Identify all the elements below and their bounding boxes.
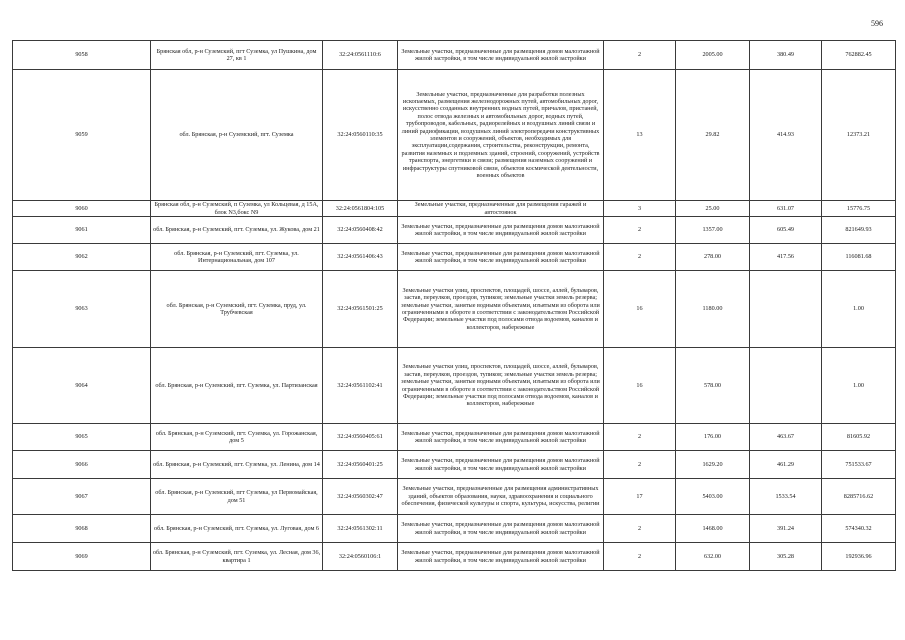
row-group: 2 xyxy=(604,217,676,244)
row-group: 17 xyxy=(604,479,676,515)
row-rate xyxy=(750,271,822,348)
row-group: 2 xyxy=(604,515,676,543)
row-area: 1468.00 xyxy=(676,515,750,543)
row-address: обл. Брянская, р-н Суземский, пгт. Суземка xyxy=(151,70,323,201)
table-row xyxy=(13,70,896,201)
row-cadastral-number: 32:24:0561501:25 xyxy=(323,271,398,348)
row-number: 9069 xyxy=(13,543,151,571)
row-cadastral-value: 81605.92 xyxy=(822,424,896,451)
row-address: обл. Брянская, р-н Суземский, пгт. Суземка, ул. Жукова, дом 21 xyxy=(151,217,323,244)
row-address: обл. Брянская, р-н Суземский, пгт. Суземка, ул. Горожанская, дом 5 xyxy=(151,424,323,451)
row-address: обл. Брянская, р-н Суземский, пгт. Суземка, пруд, ул. Трубчевская xyxy=(151,271,323,348)
row-area: 176.00 xyxy=(676,424,750,451)
row-cadastral-value: 8285716.62 xyxy=(822,479,896,515)
row-cadastral-value: 15776.75 xyxy=(822,201,896,217)
row-cadastral-number: 32:24:0561804:105 xyxy=(323,201,398,217)
row-address: обл. Брянская, р-н Суземский, пгт. Суземка, ул. Ленина, дом 14 xyxy=(151,451,323,479)
row-group: 3 xyxy=(604,201,676,217)
row-area: 25.00 xyxy=(676,201,750,217)
row-number: 9068 xyxy=(13,515,151,543)
row-number: 9067 xyxy=(13,479,151,515)
row-cadastral-number: 32:24:0560401:25 xyxy=(323,451,398,479)
row-rate xyxy=(750,348,822,424)
row-number: 9059 xyxy=(13,70,151,201)
row-rate: 391.24 xyxy=(750,515,822,543)
row-number: 9065 xyxy=(13,424,151,451)
table-row xyxy=(13,348,896,424)
row-land-use: Земельные участки, предназначенные для размещения домов малоэтажной жилой застройки, в том числе индивидуальной жилой застройки xyxy=(398,424,604,451)
row-area: 1180.00 xyxy=(676,271,750,348)
row-cadastral-value: 116081.68 xyxy=(822,244,896,271)
table-row xyxy=(13,201,896,217)
row-cadastral-value: 574340.32 xyxy=(822,515,896,543)
row-cadastral-number: 32:24:0560408:42 xyxy=(323,217,398,244)
table-row xyxy=(13,451,896,479)
row-cadastral-number: 32:24:0560110:35 xyxy=(323,70,398,201)
row-land-use: Земельные участки, предназначенные для размещения административных зданий, объектов образования, науки, здравоохранения и социального обеспечения, физической культуры и спорта, культуры, искусства, религии xyxy=(398,479,604,515)
row-area: 1357.00 xyxy=(676,217,750,244)
row-number: 9062 xyxy=(13,244,151,271)
row-rate: 414.93 xyxy=(750,70,822,201)
row-number: 9060 xyxy=(13,201,151,217)
row-area: 1629.20 xyxy=(676,451,750,479)
row-area: 278.00 xyxy=(676,244,750,271)
row-cadastral-value: 12373.21 xyxy=(822,70,896,201)
row-cadastral-number: 32:24:0561110:6 xyxy=(323,41,398,70)
row-cadastral-value: 192936.96 xyxy=(822,543,896,571)
row-group: 2 xyxy=(604,244,676,271)
row-address: обл. Брянская, р-н Суземский, пгт Суземка, ул Первомайская, дом 51 xyxy=(151,479,323,515)
row-group: 2 xyxy=(604,424,676,451)
row-cadastral-value: 762882.45 xyxy=(822,41,896,70)
row-cadastral-value: 1.00 xyxy=(822,348,896,424)
row-rate: 605.49 xyxy=(750,217,822,244)
row-cadastral-number: 32:24:0561406:43 xyxy=(323,244,398,271)
row-cadastral-number: 32:24:0560302:47 xyxy=(323,479,398,515)
row-address: обл. Брянская, р-н Суземский, пгт. Суземка, ул. Партизанская xyxy=(151,348,323,424)
table-row xyxy=(13,515,896,543)
row-rate: 380.49 xyxy=(750,41,822,70)
row-rate: 631.07 xyxy=(750,201,822,217)
row-number: 9064 xyxy=(13,348,151,424)
row-land-use: Земельные участки улиц, проспектов, площадей, шоссе, аллей, бульваров, застав, переулков, проездов, тупиков; земельные участки земель резерва; земельные участки, занятые водными объектами, изъятыми из оборота или ограниченными в обороте в соответствии с законодательством Российской Федерации; земельные участки под полосами отвода водоемов, каналов и коллекторов, набережные xyxy=(398,348,604,424)
table-row xyxy=(13,424,896,451)
row-address: Брянская обл, р-н Суземский, п Суземка, ул Кольцевая, д 15А, блок N3,бокс N9 xyxy=(151,201,323,217)
row-cadastral-number: 32:24:0561102:41 xyxy=(323,348,398,424)
table-row xyxy=(13,217,896,244)
row-area: 29.82 xyxy=(676,70,750,201)
row-cadastral-value: 1.00 xyxy=(822,271,896,348)
row-group: 13 xyxy=(604,70,676,201)
table-row xyxy=(13,271,896,348)
row-area: 578.00 xyxy=(676,348,750,424)
table-row xyxy=(13,41,896,70)
row-land-use: Земельные участки, предназначенные для размещения домов малоэтажной жилой застройки, в том числе индивидуальной жилой застройки xyxy=(398,543,604,571)
row-rate: 417.56 xyxy=(750,244,822,271)
row-number: 9066 xyxy=(13,451,151,479)
row-area: 2005.00 xyxy=(676,41,750,70)
cadastral-value-table xyxy=(12,40,896,571)
row-group: 16 xyxy=(604,348,676,424)
row-address: обл. Брянская, р-н Суземский, пгт. Суземка, ул. Лесная, дом 36, квартира 1 xyxy=(151,543,323,571)
row-rate: 461.29 xyxy=(750,451,822,479)
row-cadastral-number: 32:24:0560106:1 xyxy=(323,543,398,571)
row-rate: 1533.54 xyxy=(750,479,822,515)
table-row xyxy=(13,543,896,571)
row-land-use: Земельные участки, предназначенные для размещения домов малоэтажной жилой застройки, в том числе индивидуальной жилой застройки xyxy=(398,515,604,543)
row-number: 9058 xyxy=(13,41,151,70)
row-rate: 463.67 xyxy=(750,424,822,451)
row-area: 5403.00 xyxy=(676,479,750,515)
row-number: 9063 xyxy=(13,271,151,348)
row-address: обл. Брянская, р-н Суземский, пгт. Суземка, ул. Луговая, дом 6 xyxy=(151,515,323,543)
row-rate: 305.28 xyxy=(750,543,822,571)
row-cadastral-number: 32:24:0561302:11 xyxy=(323,515,398,543)
row-cadastral-number: 32:24:0560405:61 xyxy=(323,424,398,451)
row-land-use: Земельные участки, предназначенные для размещения домов малоэтажной жилой застройки, в том числе индивидуальной жилой застройки xyxy=(398,41,604,70)
row-group: 2 xyxy=(604,451,676,479)
row-land-use: Земельные участки, предназначенные для размещения домов малоэтажной жилой застройки, в том числе индивидуальной жилой застройки xyxy=(398,244,604,271)
row-group: 2 xyxy=(604,41,676,70)
row-land-use: Земельные участки, предназначенные для размещения гаражей и автостоянок xyxy=(398,201,604,217)
row-number: 9061 xyxy=(13,217,151,244)
row-group: 2 xyxy=(604,543,676,571)
row-address: Брянская обл, р-н Суземский, пгт Суземка, ул Пушкина, дом 27, кв 1 xyxy=(151,41,323,70)
table-row xyxy=(13,479,896,515)
row-land-use: Земельные участки улиц, проспектов, площадей, шоссе, аллей, бульваров, застав, переулков, проездов, тупиков; земельные участки земель резерва; земельные участки, занятые водными объектами, изъятыми из оборота или ограниченными в обороте в соответствии с законодательством Российской Федерации; земельные участки под полосами отвода водоемов, каналов и коллекторов, набережные xyxy=(398,271,604,348)
row-land-use: Земельные участки, предназначенные для разработки полезных ископаемых, размещения железнодорожных путей, автомобильных дорог, искусственно созданных внутренних водных путей, причалов, пристаней, полос отвода железных и автомобильных дорог, водных путей, трубопроводов, кабельных, радиорелейных и воздушных линий связи и линий радиофикации, воздушных линий электропередачи конструктивных элементов и сооружений, объектов, необходимых для эксплуатации,содержания, строительства, реконструкции, ремонта, развития наземных и подземных зданий, строений, сооружений, устройств транспорта, энергетики и связи; размещения наземных сооружений и инфраструктуры спутниковой связи, объектов космической деятельности, военных объектов xyxy=(398,70,604,201)
row-address: обл. Брянская, р-н Суземский, пгт. Суземка, ул. Интернациональная, дом 107 xyxy=(151,244,323,271)
row-area: 632.00 xyxy=(676,543,750,571)
row-group: 16 xyxy=(604,271,676,348)
row-land-use: Земельные участки, предназначенные для размещения домов малоэтажной жилой застройки, в том числе индивидуальной жилой застройки xyxy=(398,451,604,479)
row-land-use: Земельные участки, предназначенные для размещения домов малоэтажной жилой застройки, в том числе индивидуальной жилой застройки xyxy=(398,217,604,244)
table-row xyxy=(13,244,896,271)
row-cadastral-value: 821649.93 xyxy=(822,217,896,244)
page-number: 596 xyxy=(871,19,883,28)
row-cadastral-value: 751533.67 xyxy=(822,451,896,479)
